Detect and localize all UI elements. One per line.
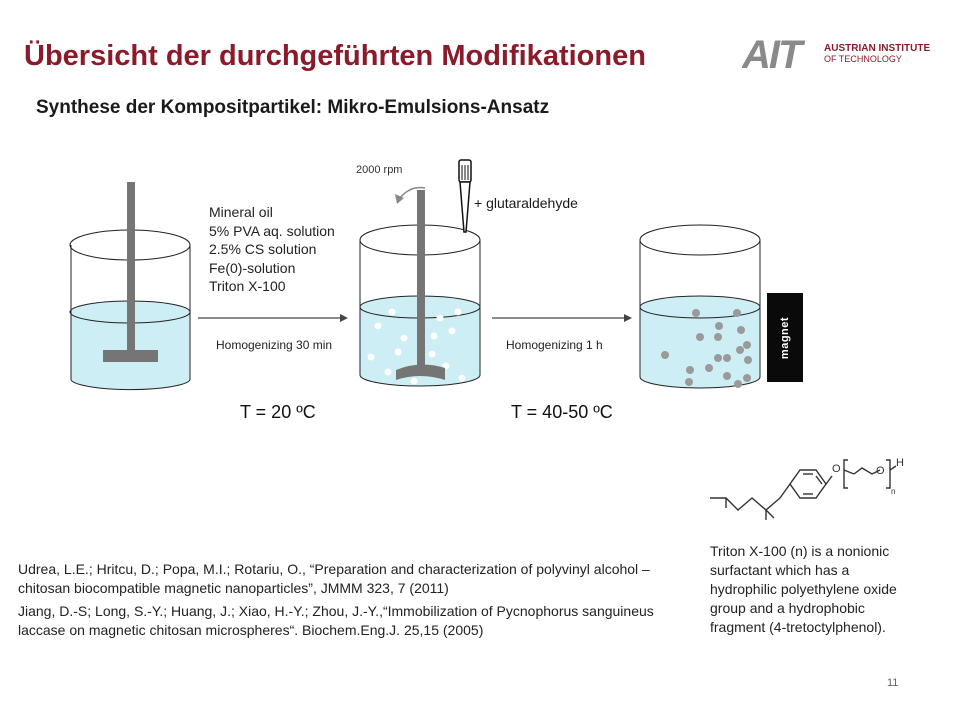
triton-n: n bbox=[891, 487, 896, 496]
rpm-label: 2000 rpm bbox=[356, 164, 403, 176]
pipette-icon bbox=[459, 160, 471, 232]
ingredient-item: Mineral oil bbox=[209, 204, 273, 220]
beaker-2 bbox=[360, 188, 480, 386]
triton-structure bbox=[700, 448, 910, 528]
triton-h: H bbox=[896, 457, 904, 469]
stirrer-shaft-2 bbox=[417, 190, 425, 375]
glutaraldehyde-label: + glutaraldehyde bbox=[474, 195, 578, 211]
ingredient-list bbox=[209, 203, 335, 296]
ingredient-item: 5% PVA aq. solution bbox=[209, 222, 335, 239]
triton-o2: O bbox=[876, 465, 885, 477]
temperature-1: T = 20 ºC bbox=[240, 402, 316, 422]
step-1-label: Homogenizing 30 min bbox=[216, 338, 333, 352]
page-title: Übersicht der durchgeführten Modifikationen bbox=[24, 40, 646, 72]
triton-description: Triton X-100 (n) is a nonionic surfactant which has a hydrophilic polyethylene oxide group and a hydrophobic fragment (4-tretoctylphenol). bbox=[710, 543, 897, 635]
stirrer-blade-1 bbox=[103, 350, 158, 362]
reference-list bbox=[18, 560, 678, 644]
magnet-block bbox=[767, 293, 803, 382]
ingredient-item: Triton X-100 bbox=[209, 278, 286, 294]
reference-item: Udrea, L.E.; Hritcu, D.; Popa, M.I.; Rotariu, O., “Preparation and characterization of polyvinyl alcohol – chitosan biocompatible magnetic nanoparticles”, JMMM 323, 7 (2011) bbox=[18, 561, 650, 596]
step-2-label: Homogenizing 1 h bbox=[506, 338, 603, 352]
stirrer-shaft-1 bbox=[127, 182, 135, 352]
logo-line1: AUSTRIAN INSTITUTE bbox=[824, 43, 931, 54]
logo-line2: OF TECHNOLOGY bbox=[824, 54, 902, 64]
beaker-1 bbox=[70, 182, 190, 390]
reference-item: Jiang, D.-S; Long, S.-Y.; Huang, J.; Xiao, H.-Y.; Zhou, J.-Y.,“Immobilization of Pycnophorus sanguineus laccase on magnetic chitosan microspheres“. Biochem.Eng.J. 25,15 (2005) bbox=[18, 603, 654, 638]
triton-o1: O bbox=[832, 463, 841, 475]
temperature-2: T = 40-50 ºC bbox=[511, 402, 613, 422]
ingredient-item: Fe(0)-solution bbox=[209, 259, 296, 276]
page-number: 11 bbox=[887, 677, 899, 689]
ingredient-item: 2.5% CS solution bbox=[209, 241, 317, 257]
page-subtitle: Synthese der Kompositpartikel: Mikro-Emulsions-Ansatz bbox=[36, 97, 550, 118]
beaker-3 bbox=[640, 225, 760, 388]
logo-mark: AIT bbox=[742, 34, 801, 74]
magnet-label: magnet bbox=[779, 316, 791, 359]
